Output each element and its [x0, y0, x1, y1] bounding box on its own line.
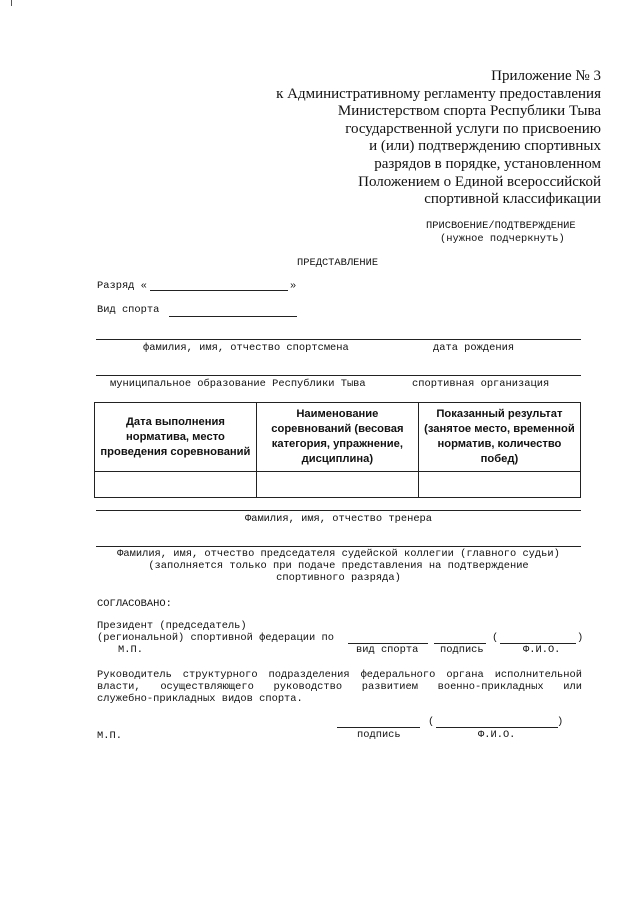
underline-note: (нужное подчеркнуть): [440, 233, 565, 245]
municipality-caption: муниципальное образование Республики Тыва: [110, 378, 366, 390]
president-fio-open-paren: (: [492, 632, 499, 644]
sport-org-caption: спортивная организация: [412, 378, 550, 390]
scan-edge-mark: [11, 0, 12, 6]
table-cell-competition[interactable]: [256, 472, 418, 498]
appendix-line: спортивной классификации: [424, 191, 601, 208]
federation-label: (региональной) спортивной федерации по: [97, 632, 334, 644]
rank-field[interactable]: [150, 290, 288, 291]
head-signature-caption: подпись: [357, 729, 401, 741]
appendix-line: разрядов в порядке, установленном: [374, 155, 601, 172]
results-table: [94, 402, 581, 498]
signature-caption: подпись: [440, 644, 484, 656]
appendix-line: и (или) подтверждению спортивных: [369, 138, 601, 155]
table-cell-date-place[interactable]: [95, 472, 257, 498]
head-fio-close-paren: ): [557, 716, 564, 728]
appendix-header: [276, 68, 601, 209]
athlete-name-caption: фамилия, имя, отчество спортсмена: [143, 342, 349, 354]
stamp-place-label: М.П.: [118, 644, 143, 656]
head-signature-field[interactable]: [337, 727, 420, 728]
head-fio-open-paren: (: [428, 716, 435, 728]
rank-close-quote: »: [290, 280, 297, 292]
sport-field[interactable]: [169, 316, 297, 317]
trainer-line[interactable]: [96, 510, 581, 511]
president-label: Президент (председатель): [97, 620, 247, 632]
fio-caption: Ф.И.О.: [523, 644, 561, 656]
document-title: ПРЕДСТАВЛЕНИЕ: [297, 257, 379, 269]
table-header-row: [95, 403, 581, 472]
head-text-line-end: служебно-прикладных видов спорта.: [97, 693, 303, 705]
rank-label: Разряд «: [97, 280, 147, 292]
agreed-label: СОГЛАСОВАНО:: [97, 598, 172, 610]
judge-note-end: спортивного разряда): [276, 572, 401, 584]
appendix-number: Приложение № 3: [491, 68, 601, 84]
athlete-line[interactable]: [96, 339, 581, 340]
head-text-line: Руководитель структурного подразделения федерального органа исполнительной: [97, 669, 582, 681]
municipality-line[interactable]: [96, 375, 581, 376]
table-row: [95, 472, 581, 498]
head-fio-caption: Ф.И.О.: [478, 729, 516, 741]
judge-line[interactable]: [96, 546, 581, 547]
judge-caption: Фамилия, имя, отчество председателя судейской коллегии (главного судьи): [117, 548, 560, 560]
table-header-date-place: Дата выполнения норматива, место проведения соревнований: [95, 403, 257, 472]
judge-note: (заполняется только при подаче представления на подтверждение: [148, 560, 529, 572]
sport-label: Вид спорта: [97, 304, 160, 316]
appendix-line: к Административному регламенту предоставления: [276, 85, 601, 102]
appendix-line: Положением о Единой всероссийской: [358, 173, 601, 190]
assignment-type: ПРИСВОЕНИЕ/ПОДТВЕРЖДЕНИЕ: [426, 220, 576, 232]
sport-caption: вид спорта: [356, 644, 419, 656]
table-cell-result[interactable]: [418, 472, 580, 498]
head-fio-field[interactable]: [436, 727, 558, 728]
trainer-caption: Фамилия, имя, отчество тренера: [244, 513, 433, 525]
president-fio-close-paren: ): [577, 632, 584, 644]
table-header-result: Показанный результат (занятое место, временной норматив, количество побед): [418, 403, 580, 472]
appendix-line: Министерством спорта Республики Тыва: [337, 103, 601, 120]
table-header-competition: Наименование соревнований (весовая категория, упражнение, дисциплина): [256, 403, 418, 472]
head-stamp-place-label: М.П.: [97, 730, 122, 742]
appendix-line: государственной услуги по присвоению: [345, 120, 601, 137]
birth-date-caption: дата рождения: [433, 342, 515, 354]
head-text-line: власти, осуществляющего руководство развитием военно-прикладных или: [97, 681, 582, 693]
